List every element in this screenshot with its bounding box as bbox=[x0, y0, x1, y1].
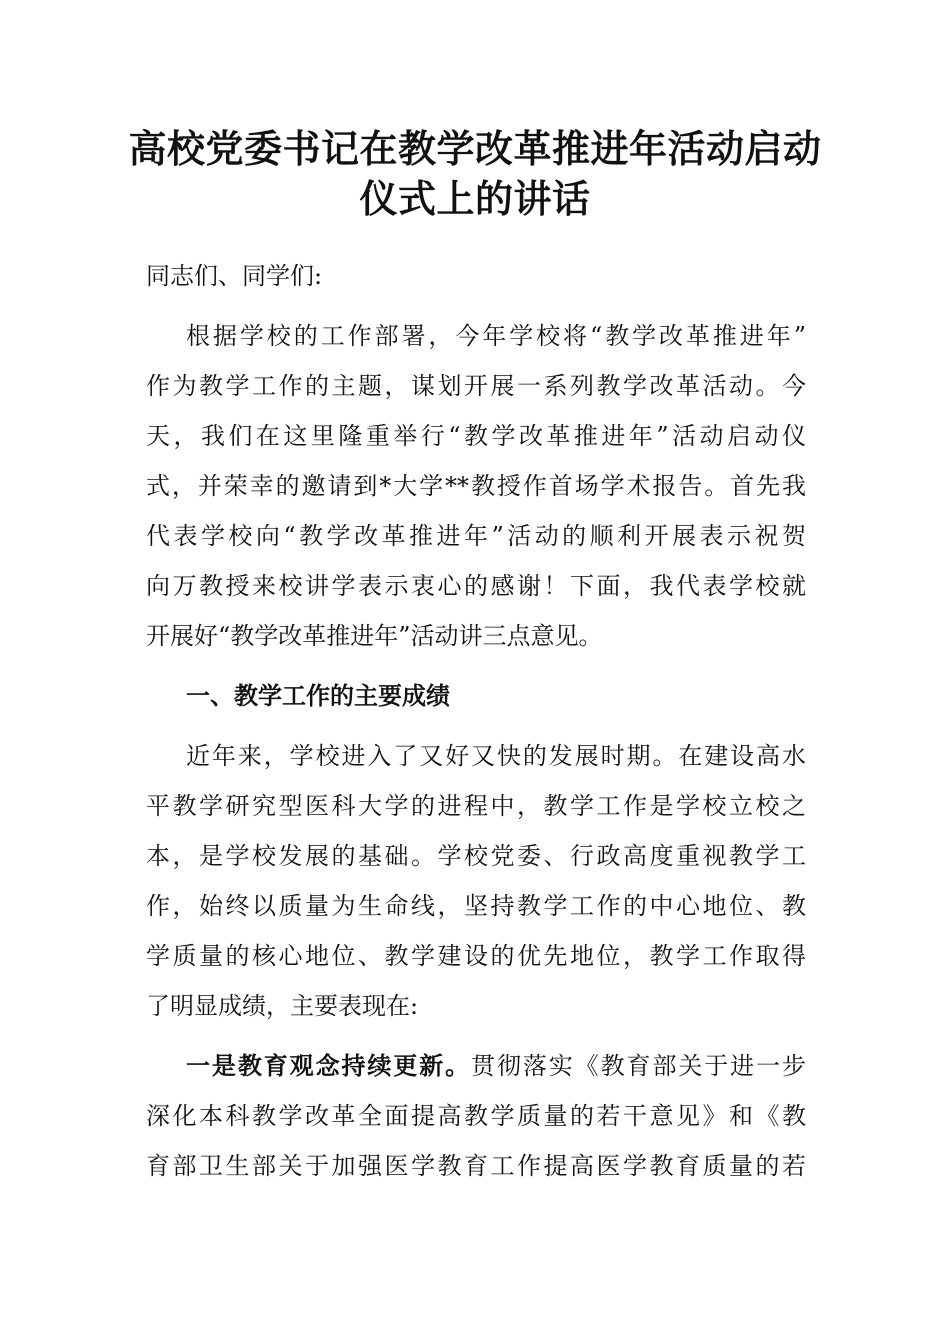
salutation: 同志们、同学们: bbox=[146, 262, 323, 290]
section1-line-2: 平教学研究型医科大学的进程中，教学工作是学校立校之 bbox=[146, 792, 806, 820]
intro-line-4: 式，并荣幸的邀请到*大学**教授作首场学术报告。首先我 bbox=[146, 472, 806, 500]
point1-bold-lead: 一是教育观念持续更新。 bbox=[186, 1051, 472, 1080]
section1-line-6: 了明显成绩，主要表现在: bbox=[146, 992, 419, 1020]
section1-line-5: 学质量的核心地位、教学建设的优先地位，教学工作取得 bbox=[146, 942, 806, 970]
point1-line-2: 深化本科教学改革全面提高教学质量的若干意见》和《教 bbox=[146, 1102, 806, 1130]
section1-line-4: 作，始终以质量为生命线，坚持教学工作的中心地位、教 bbox=[146, 892, 806, 920]
section1-line-1: 近年来，学校进入了又好又快的发展时期。在建设高水 bbox=[186, 742, 806, 770]
point1-line-1 bbox=[186, 1050, 806, 1082]
section1-line-3: 本，是学校发展的基础。学校党委、行政高度重视教学工 bbox=[146, 842, 806, 870]
intro-line-6: 向万教授来校讲学表示衷心的感谢！下面，我代表学校就 bbox=[146, 572, 806, 600]
intro-line-3: 天，我们在这里隆重举行“教学改革推进年”活动启动仪 bbox=[146, 422, 806, 450]
intro-line-2: 作为教学工作的主题，谋划开展一系列教学改革活动。今 bbox=[146, 372, 806, 400]
point1-first-rest: 贯彻落实《教育部关于进一步 bbox=[471, 1052, 807, 1080]
document-title-line-2: 仪式上的讲话 bbox=[359, 176, 591, 221]
intro-line-1: 根据学校的工作部署，今年学校将“教学改革推进年” bbox=[186, 322, 806, 350]
intro-line-5: 代表学校向“教学改革推进年”活动的顺利开展表示祝贺 bbox=[146, 522, 806, 550]
document-title-line-1: 高校党委书记在教学改革推进年活动启动 bbox=[128, 126, 822, 171]
section-heading-1: 一、教学工作的主要成绩 bbox=[186, 681, 450, 710]
point1-line-3: 育部卫生部关于加强医学教育工作提高医学教育质量的若 bbox=[146, 1152, 806, 1180]
intro-line-7: 开展好“教学改革推进年”活动讲三点意见。 bbox=[146, 622, 603, 650]
